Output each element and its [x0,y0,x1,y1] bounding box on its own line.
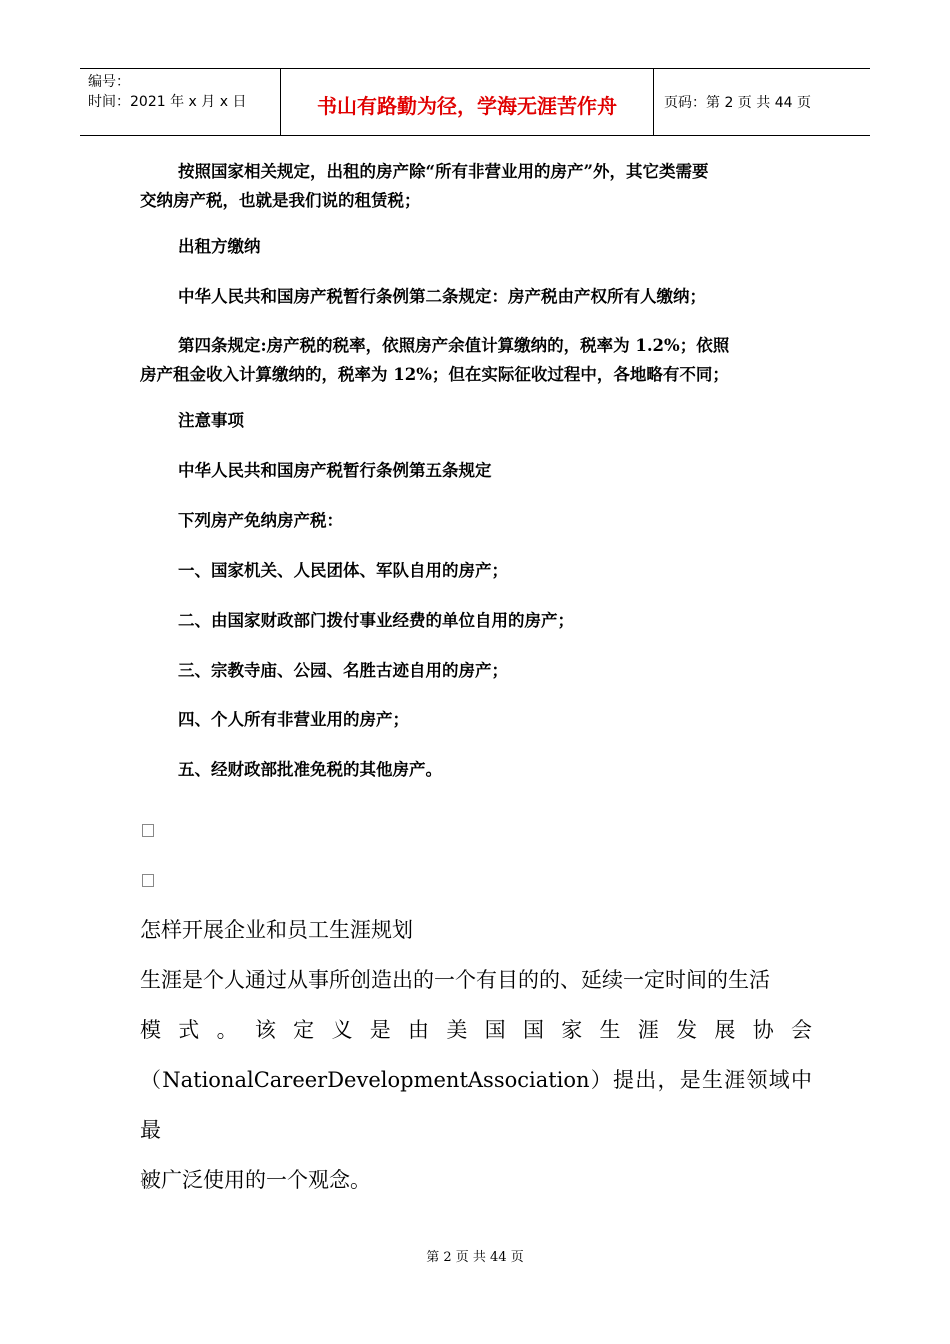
list-item: 四、个人所有非营业用的房产； [178,710,409,729]
exempt-item-5 [140,755,812,784]
section-title: 怎样开展企业和员工生涯规划 [140,918,413,942]
tax-paragraph-7 [140,506,812,535]
tax-paragraph-4 [140,331,812,389]
paragraph-line: 按照国家相关规定，出租的房产除“所有非营业用的房产”外，其它类需要 [178,162,709,181]
paragraph-line: 被广泛使用的一个观念。 [140,1168,371,1192]
paragraph-line: 交纳房产税，也就是我们说的租赁税； [140,191,421,210]
missing-glyph-icon [142,1173,154,1186]
exempt-item-2 [140,606,812,635]
tax-paragraph-5 [140,406,812,435]
page-footer: 第 2 页 共 44 页 [426,1250,524,1265]
exempt-item-1 [140,556,812,585]
header-meta-cell [80,69,281,135]
tax-paragraph-1 [140,157,812,215]
paragraph-line: 生涯是个人通过从事所创造出的一个有目的的、延续一定时间的生活 [140,968,770,992]
header-page-info: 页码：第 2 页 共 44 页 [664,95,811,111]
paragraph-line: 中华人民共和国房产税暂行条例第五条规定 [178,461,492,480]
tax-paragraph-6 [140,456,812,485]
header-motto: 书山有路勤为径，学海无涯苦作舟 [281,69,654,135]
paragraph-line: 下列房产免纳房产税： [178,511,343,530]
page-header [80,68,870,136]
code-label: 编号： [88,74,130,90]
list-item: 一、国家机关、人民团体、军队自用的房产； [178,561,508,580]
paragraph-line: 中华人民共和国房产税暂行条例第二条规定：房产税由产权所有人缴纳； [178,287,706,306]
career-section [140,905,812,1205]
paragraph-line: 第四条规定:房产税的税率，依照房产余值计算缴纳的，税率为 1.2%；依照 [178,336,730,355]
paragraph-line: 出租方缴纳 [178,237,261,256]
list-item: 五、经财政部批准免税的其他房产。 [178,760,442,779]
list-item: 三、宗教寺庙、公园、名胜古迹自用的房产； [178,661,508,680]
exempt-item-4 [140,705,812,734]
missing-glyph-icon [142,874,154,887]
paragraph-line: 注意事项 [178,411,244,430]
paragraph-line: （NationalCareerDevelopmentAssociation）提出，是生涯领域中最 [140,1068,812,1142]
list-item: 二、由国家财政部门拨付事业经费的单位自用的房产； [178,611,574,630]
tax-paragraph-3 [140,282,812,311]
exempt-item-3 [140,656,812,685]
paragraph-line: 房产租金收入计算缴纳的，税率为 12%；但在实际征收过程中，各地略有不同； [140,365,729,384]
missing-glyph-icon [142,824,154,837]
tax-paragraph-2 [140,232,812,261]
time-label: 时间：2021 年 x 月 x 日 [88,94,247,110]
paragraph-line: 模式。该定义是由美国国家生涯发展协会 [140,1018,812,1042]
